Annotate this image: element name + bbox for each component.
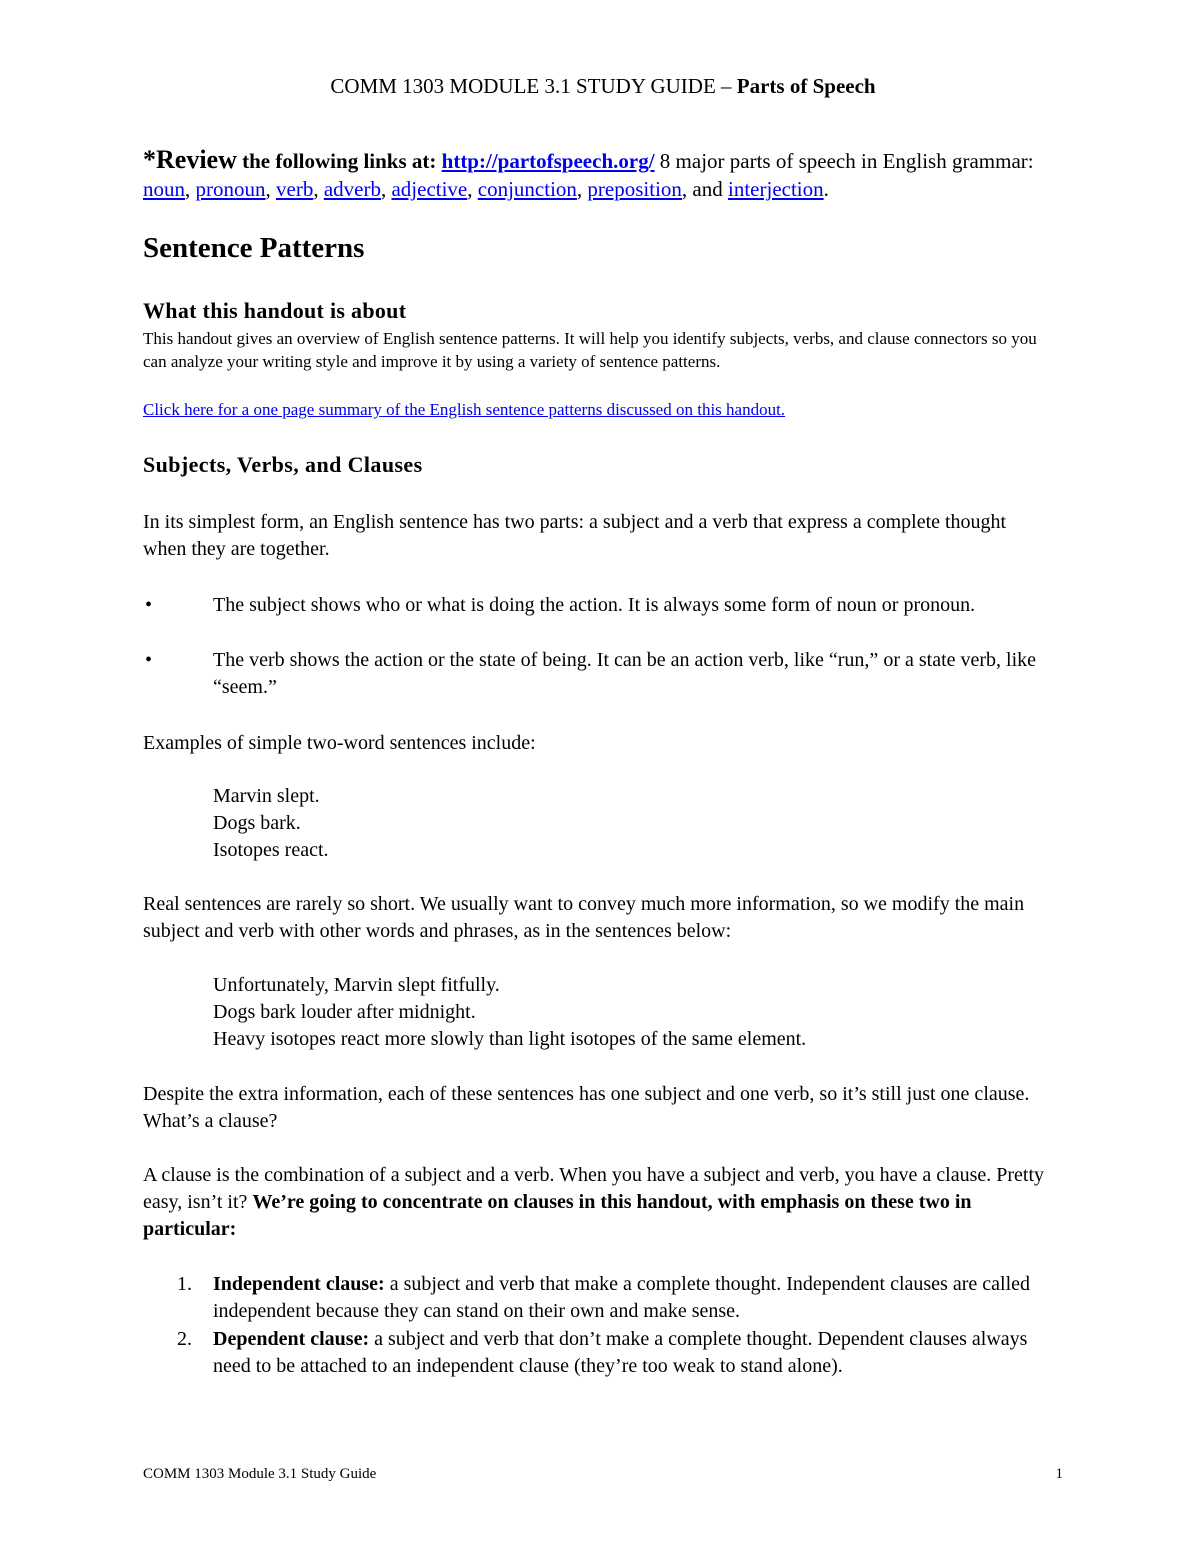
parts-of-speech-url-link[interactable]: http://partofspeech.org/ — [441, 149, 655, 173]
clause-emphasis-text: We’re going to concentrate on clauses in this handout, with emphasis on these two in particular: — [143, 1191, 972, 1240]
summary-link[interactable]: Click here for a one page summary of the English sentence patterns discussed on this handout. — [143, 400, 786, 419]
about-heading: What this handout is about — [143, 298, 407, 323]
link-interjection[interactable]: interjection — [728, 177, 824, 201]
link-adverb[interactable]: adverb — [323, 177, 381, 201]
bullet-item-verb — [143, 647, 1053, 701]
review-after-url: 8 major parts of speech in English grammar: — [654, 149, 1034, 173]
section-title: Sentence Patterns — [143, 232, 365, 264]
link-verb[interactable]: verb — [276, 177, 314, 201]
numbered-item-dependent-clause — [143, 1326, 1053, 1380]
bullet-icon: • — [145, 649, 153, 671]
link-pronoun[interactable]: pronoun — [195, 177, 266, 201]
numbered-item-independent-clause — [143, 1271, 1053, 1325]
example-sentence: Dogs bark louder after midnight. — [213, 1001, 476, 1023]
page-header — [143, 74, 1063, 99]
review-lead: *Review — [143, 145, 237, 174]
item-term: Dependent clause: — [213, 1328, 370, 1350]
review-and-text: , and — [681, 177, 728, 201]
review-paragraph: *Review the following links at: http://partofspeech.org/ 8 major parts of speech in English grammar: noun, pronoun, verb, adverb, adjective, conjunction, preposition, and interjection. — [143, 145, 1034, 201]
link-conjunction[interactable]: conjunction — [477, 177, 577, 201]
item-text: a subject and verb that make a complete thought. Independent clauses are called independent because they can stand on their own and make sense. — [213, 1273, 1030, 1322]
example-sentence: Marvin slept. — [213, 785, 320, 807]
review-end: . — [823, 177, 829, 201]
example-sentence: Heavy isotopes react more slowly than light isotopes of the same element. — [213, 1028, 807, 1050]
bullet-text: The subject shows who or what is doing the action. It is always some form of noun or pronoun. — [213, 594, 976, 616]
clause-definition-text: A clause is the combination of a subject and a verb. When you have a subject and verb, you have a clause. Pretty easy, isn’t it? — [143, 1164, 1045, 1213]
item-text: a subject and verb that don’t make a complete thought. Dependent clauses always need to be attached to an independent clause (they’re too weak to stand alone). — [213, 1328, 1028, 1377]
review-bold-text: the following links at: — [236, 149, 442, 173]
paragraph-examples-intro: Examples of simple two-word sentences include: — [143, 732, 536, 754]
example-sentence: Isotopes react. — [213, 839, 329, 861]
paragraph-clause-definition — [143, 1162, 1053, 1243]
about-body: This handout gives an overview of English sentence patterns. It will help you identify subjects, verbs, and clause connectors so you can analyze your writing style and improve it by using a variety of sentence patterns. — [143, 329, 1037, 371]
paragraph-real-sentences: Real sentences are rarely so short. We usually want to convey much more information, so we modify the main subject and verb with other words and phrases, as in the sentences below: — [143, 893, 1025, 942]
paragraph-extra-information: Despite the extra information, each of these sentences has one subject and one verb, so it’s still just one clause. What’s a clause? — [143, 1083, 1030, 1132]
item-number: 2. — [177, 1328, 192, 1350]
paragraph-simplest-form: In its simplest form, an English sentence has two parts: a subject and a verb that express a complete thought when they are together. — [143, 511, 1007, 560]
subjects-verbs-clauses-heading: Subjects, Verbs, and Clauses — [143, 452, 423, 477]
page-number: 1 — [1055, 1466, 1063, 1482]
link-noun[interactable]: noun — [143, 177, 185, 201]
item-number: 1. — [177, 1273, 192, 1295]
link-adjective[interactable]: adjective — [391, 177, 468, 201]
header-title-plain: COMM 1303 MODULE 3.1 STUDY GUIDE – — [330, 74, 737, 98]
bullet-icon: • — [145, 594, 153, 616]
bullet-item-subject — [143, 592, 1053, 619]
link-preposition[interactable]: preposition — [587, 177, 682, 201]
header-title-bold: Parts of Speech — [736, 74, 876, 98]
example-sentence: Unfortunately, Marvin slept fitfully. — [213, 974, 500, 996]
footer-title: COMM 1303 Module 3.1 Study Guide — [143, 1466, 377, 1482]
example-sentence: Dogs bark. — [213, 812, 301, 834]
item-term: Independent clause: — [213, 1273, 385, 1295]
bullet-text: The verb shows the action or the state of being. It can be an action verb, like “run,” or a state verb, like “seem.” — [213, 649, 1037, 698]
